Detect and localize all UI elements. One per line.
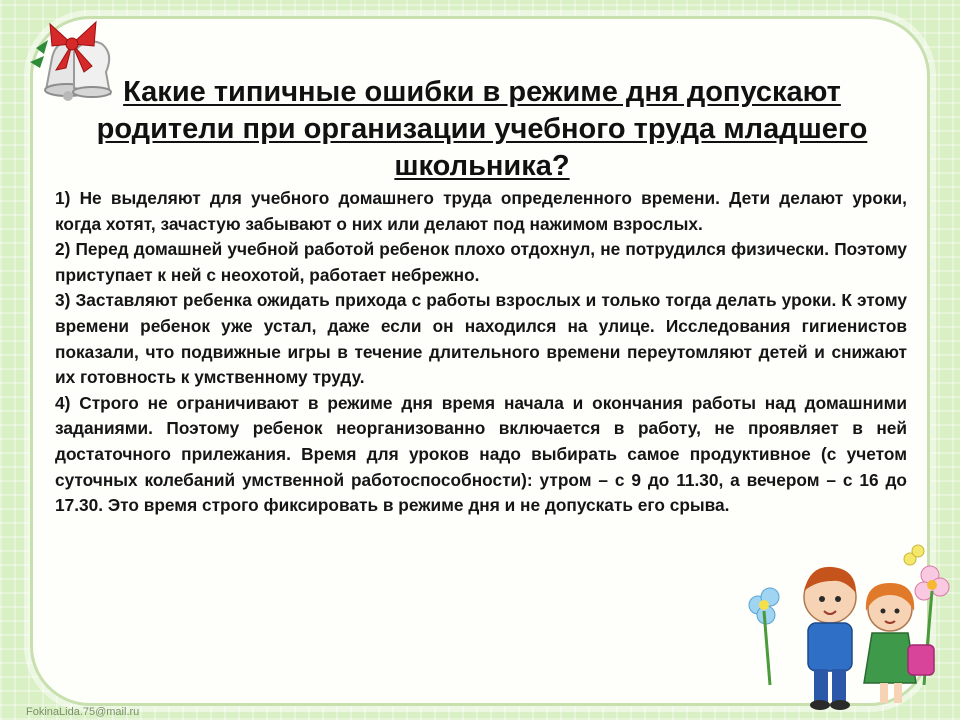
list-item: [55, 288, 907, 390]
list-item: [55, 391, 907, 519]
item-text: Не выделяют для учебного домашнего труда определенного времени. Дети делают уроки, когда хотят, зачастую забывают о них или делают под нажимом взрослых.: [55, 188, 907, 234]
item-text: Заставляют ребенка ожидать прихода с работы взрослых и только тогда делать уроки. К этому времени ребенок уже устал, даже если он находился на улице. Исследования гигиенистов показали, что подвижные игры в течение длительного времени переутомляют детей и снижают их готовность к умственному труду.: [55, 290, 907, 388]
children-illustration-icon: [740, 535, 950, 715]
item-number: 4): [55, 392, 71, 413]
item-text: Строго не ограничивают в режиме дня время начала и окончания работы над домашними заданиями. Поэтому ребенок неорганизованно включается в работу, не проявляет в ней достаточного прилежания. Время для уроков надо выбирать самое продуктивное (с учетом суточных колебаний умственной работоспособности): утром – с 9 до 11.30, а вечером – с 16 до 17.30. Это время строго фиксировать в режиме дня и не допускать его срыва.: [55, 392, 907, 516]
item-number: 1): [55, 188, 71, 208]
list-item: [55, 186, 907, 237]
page-title: Какие типичные ошибки в режиме дня допускают родители при организации учебного труда младшего школьника?: [96, 76, 868, 182]
item-text: Перед домашней учебной работой ребенок плохо отдохнул, не потрудился физически. Поэтому приступает к ней с неохотой, работает небрежно.: [55, 239, 907, 285]
errors-list: [55, 186, 907, 519]
item-number: 2): [55, 239, 71, 260]
item-number: 3): [55, 290, 71, 311]
list-item: [55, 237, 907, 288]
watermark: FokinaLida.75@mail.ru: [26, 706, 140, 718]
